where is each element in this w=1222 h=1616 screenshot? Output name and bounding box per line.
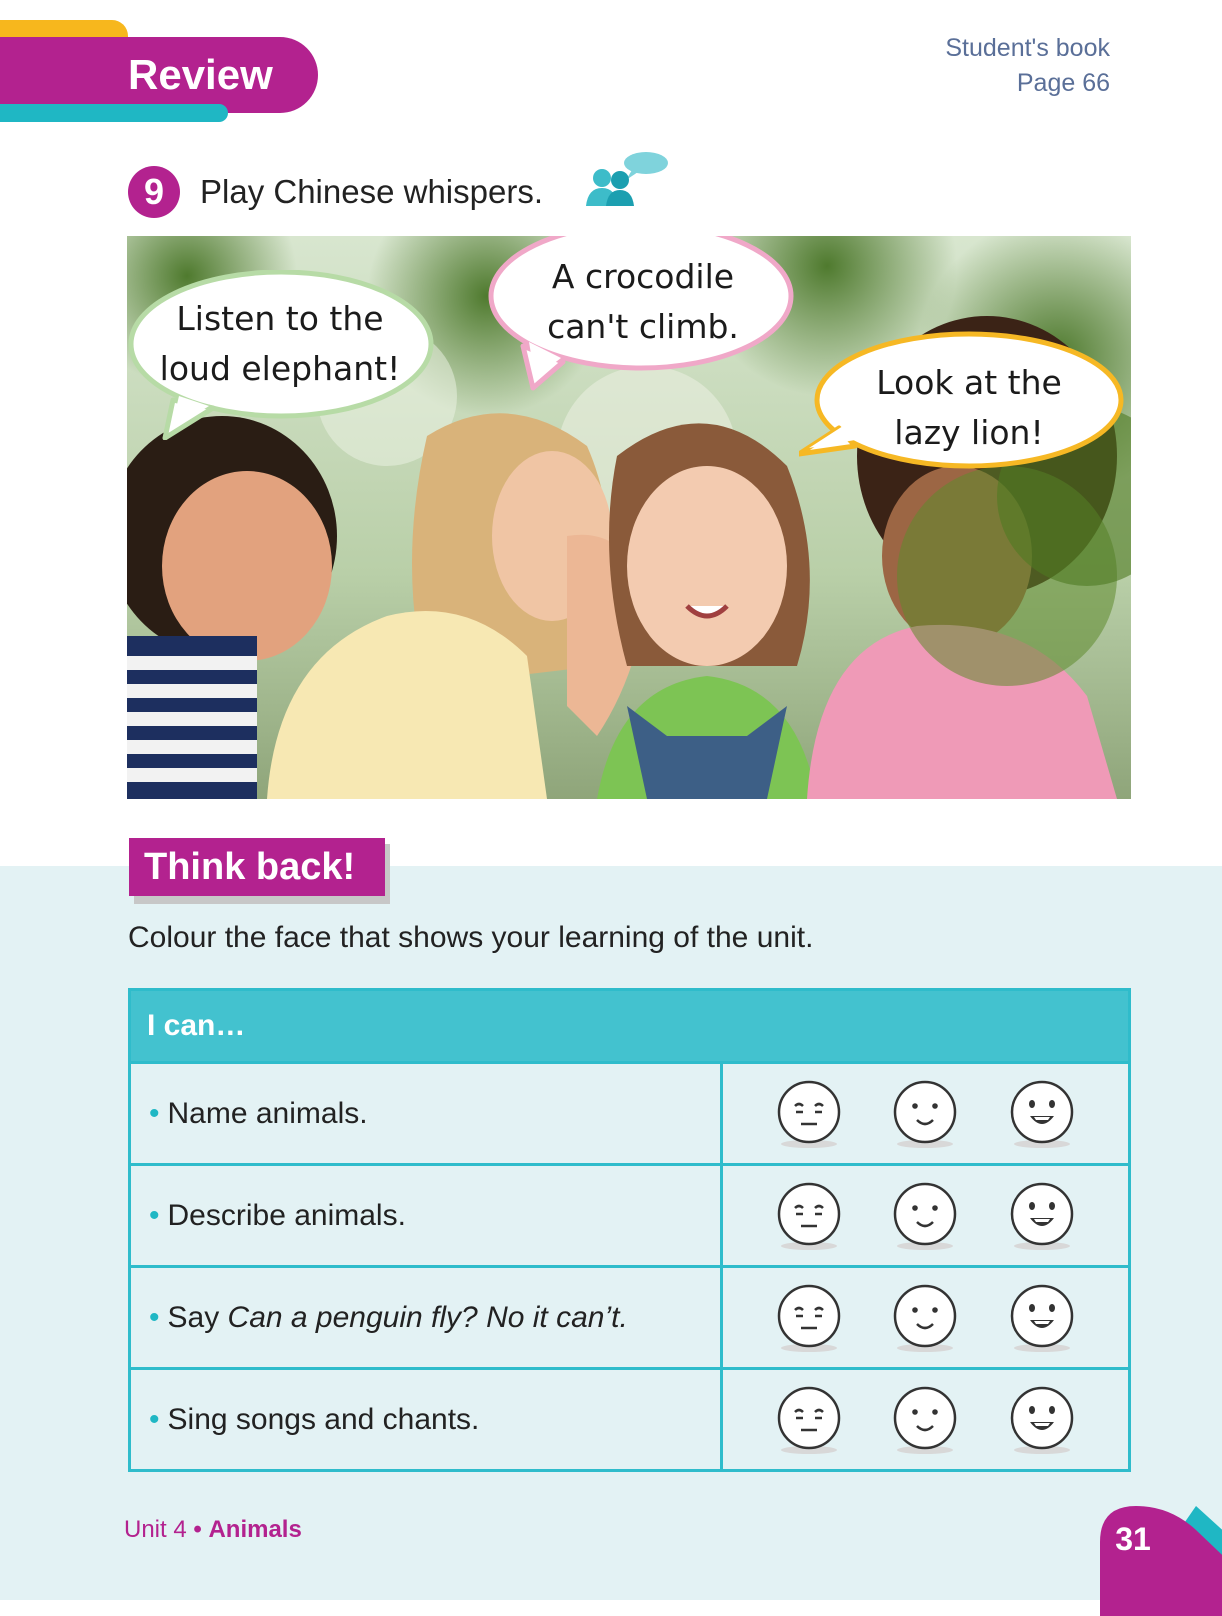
table-row — [131, 1166, 1128, 1268]
row-text-prefix: Say — [167, 1300, 228, 1334]
think-back-instruction: Colour the face that shows your learning of the unit. — [128, 921, 814, 954]
bullet: • — [149, 1096, 160, 1130]
children-whispering-photo — [127, 236, 1131, 799]
bullet: • — [149, 1300, 160, 1334]
think-back-title: Think back! — [144, 846, 356, 888]
page-number: 31 — [1115, 1521, 1151, 1557]
happy-face-icon[interactable] — [891, 1078, 959, 1150]
row-statement — [131, 1064, 723, 1163]
bubble-text-2: A crocodile can't climb. — [547, 257, 739, 346]
activity-number: 9 — [128, 166, 180, 218]
table-header: I can… — [131, 991, 1128, 1064]
happy-face-icon[interactable] — [891, 1282, 959, 1354]
footer-unit-label — [124, 1515, 302, 1545]
bullet: • — [149, 1198, 160, 1232]
row-statement — [131, 1268, 723, 1367]
unsure-face-icon[interactable] — [775, 1282, 843, 1354]
very-happy-face-icon[interactable] — [1008, 1282, 1076, 1354]
face-options — [723, 1268, 1128, 1367]
header-tab-cyan-accent — [0, 104, 228, 122]
very-happy-face-icon[interactable] — [1008, 1384, 1076, 1456]
footer-topic: Animals — [208, 1516, 302, 1543]
pair-work-icon — [580, 150, 672, 208]
bullet: • — [149, 1402, 160, 1436]
table-row — [131, 1064, 1128, 1166]
bubble-text-3: Look at the lazy lion! — [876, 363, 1062, 452]
page-reference: Page 66 — [1016, 69, 1110, 97]
row-statement — [131, 1370, 723, 1469]
unsure-face-icon[interactable] — [775, 1180, 843, 1252]
table-row — [131, 1370, 1128, 1469]
page-title: Review — [128, 51, 273, 98]
happy-face-icon[interactable] — [891, 1180, 959, 1252]
row-text: Sing songs and chants. — [167, 1402, 480, 1436]
unsure-face-icon[interactable] — [775, 1384, 843, 1456]
very-happy-face-icon[interactable] — [1008, 1180, 1076, 1252]
unsure-face-icon[interactable] — [775, 1078, 843, 1150]
row-text-example: Can a penguin fly? No it can’t. — [227, 1300, 628, 1334]
activity-title: Play Chinese whispers. — [200, 173, 543, 210]
very-happy-face-icon[interactable] — [1008, 1078, 1076, 1150]
book-reference: Student's book — [945, 34, 1110, 62]
self-assessment-table — [128, 988, 1131, 1472]
bubble-text-1: Listen to the loud elephant! — [159, 299, 401, 388]
happy-face-icon[interactable] — [891, 1384, 959, 1456]
row-text: Describe animals. — [167, 1198, 406, 1232]
face-options — [723, 1370, 1128, 1469]
face-options — [723, 1064, 1128, 1163]
footer-unit: Unit 4 — [124, 1516, 187, 1543]
footer-separator: • — [193, 1516, 202, 1543]
row-statement — [131, 1166, 723, 1265]
row-text: Name animals. — [167, 1096, 368, 1130]
face-options — [723, 1166, 1128, 1265]
table-row — [131, 1268, 1128, 1370]
